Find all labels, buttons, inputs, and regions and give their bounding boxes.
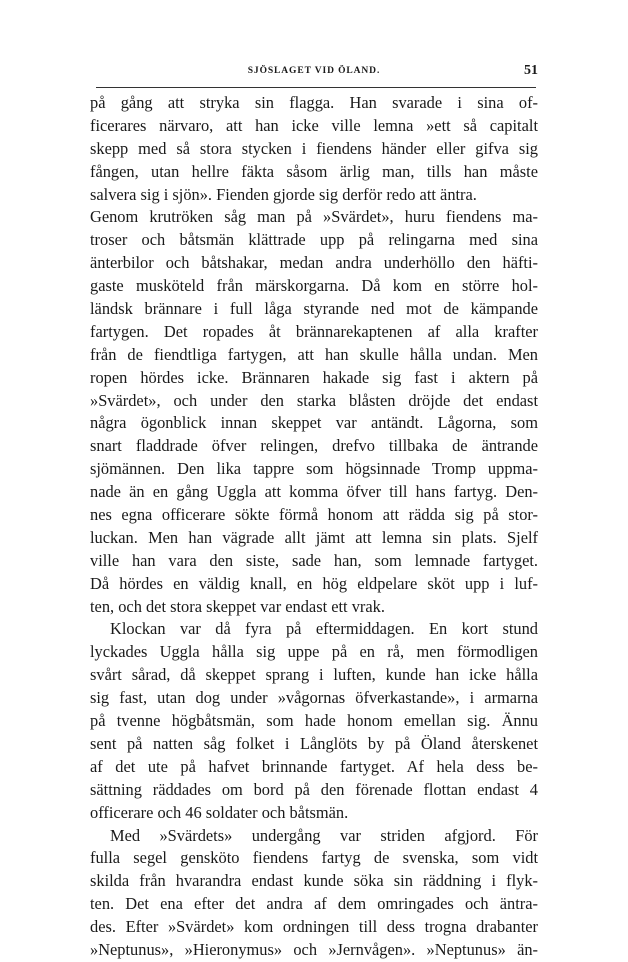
running-title: SJÖSLAGET VID ÖLAND. xyxy=(247,66,381,76)
text-line: änterbilor och båtshakar, medan andra underhöllo den häfti- xyxy=(90,253,538,273)
text-line: skilda från hvarandra endast kunde söka sin räddning i flyk- xyxy=(90,871,538,891)
text-line: nes egna officerare sökte förmå honom att rädda sig på stor- xyxy=(90,505,538,525)
text-line: skepp med så stora stycken i fiendens händer eller gifva sig xyxy=(90,138,538,158)
text-line: Klockan var då fyra på eftermiddagen. En kort stund xyxy=(110,619,538,639)
text-line: på gång att stryka sin flagga. Han svarade i sina of- xyxy=(90,93,538,112)
text-line: Genom krutröken såg man på »Svärdet», huru fiendens ma- xyxy=(90,207,538,227)
text-line: »Neptunus», »Hieronymus» och »Jernvågen». »Neptunus» än- xyxy=(90,939,538,959)
text-line: lyckades Uggla hålla sig uppe på en rå, men förmodligen xyxy=(90,642,538,662)
text-line: officerare och 46 soldater och båtsmän. xyxy=(90,802,349,822)
text-line: ficerares närvaro, att han icke ville lemna »ett så capitalt xyxy=(90,115,538,135)
text-line: snart fladdrade öfver relingen, drefvo tillbaka de äntrande xyxy=(90,436,538,456)
text-line: sig fast, utan dog under »vågornas öfverkastande», i armarna xyxy=(90,688,538,708)
text-line: »Svärdet», och under den starka blåsten dröjde det endast xyxy=(90,390,538,410)
text-line: ten. Det ena efter det andra af dem omringades och äntra- xyxy=(90,894,538,914)
text-line: Då hördes en väldig knall, en hög eldpelare sköt upp i luf- xyxy=(90,573,538,593)
body-text xyxy=(90,92,538,962)
text-line: sent på natten såg folket i Långlöts by på Öland återskenet xyxy=(90,733,538,753)
text-line: ländsk brännare i full låga styrande ned mot de kämpande xyxy=(90,299,538,319)
text-line: des. Efter »Svärdet» kom ordningen till dess trogna drabanter xyxy=(90,917,538,937)
text-line: fången, utan hellre fäkta såsom ärlig man, tills han måste xyxy=(90,161,538,181)
text-line: Med »Svärdets» undergång var striden afgjord. För xyxy=(110,825,538,845)
text-line: sjömännen. Den lika tappre som högsinnade Tromp uppma- xyxy=(90,459,538,479)
text-line: sättning räddades om bord på den förenade flottan endast 4 xyxy=(90,779,538,799)
text-line: på tvenne högbåtsmän, som hade honom emellan sig. Ännu xyxy=(90,711,538,731)
text-line: svårt sårad, då skeppet sprang i luften, kunde han icke hålla xyxy=(90,665,538,685)
text-line: gaste musköteld från märskorgarna. Då kom en större hol- xyxy=(90,276,538,296)
header-rule xyxy=(96,87,536,88)
text-line: salvera sig i sjön». Fienden gjorde sig derför redo att äntra. xyxy=(90,184,477,204)
text-line: ten, och det stora skeppet var endast ett vrak. xyxy=(90,596,385,616)
running-head xyxy=(90,63,538,86)
text-line: ropen hördes icke. Brännaren hakade sig fast i aktern på xyxy=(90,367,538,387)
page-number: 51 xyxy=(524,63,538,78)
text-line: från de fiendtliga fartygen, att han skulle hålla undan. Men xyxy=(90,344,538,364)
text-line: fartygen. Det ropades åt brännarekaptenen af alla krafter xyxy=(90,321,538,341)
text-line: nade än en gång Uggla att komma öfver till hans fartyg. Den- xyxy=(90,482,538,502)
text-line: ville han vara den siste, sade han, som lemnade fartyget. xyxy=(90,550,538,570)
text-line: fulla segel gensköto fiendens fartyg de svenska, som vidt xyxy=(90,848,538,868)
text-line: troser och båtsmän klättrade upp på relingarna med sina xyxy=(90,230,538,250)
text-line: några ögonblick innan skeppet var antändt. Lågorna, som xyxy=(90,413,538,433)
text-line: af det ute på hafvet brinnande fartyget. Af hela dess be- xyxy=(90,756,538,776)
text-line: luckan. Men han vägrade allt jämt att lemna sin plats. Sjelf xyxy=(90,527,538,547)
